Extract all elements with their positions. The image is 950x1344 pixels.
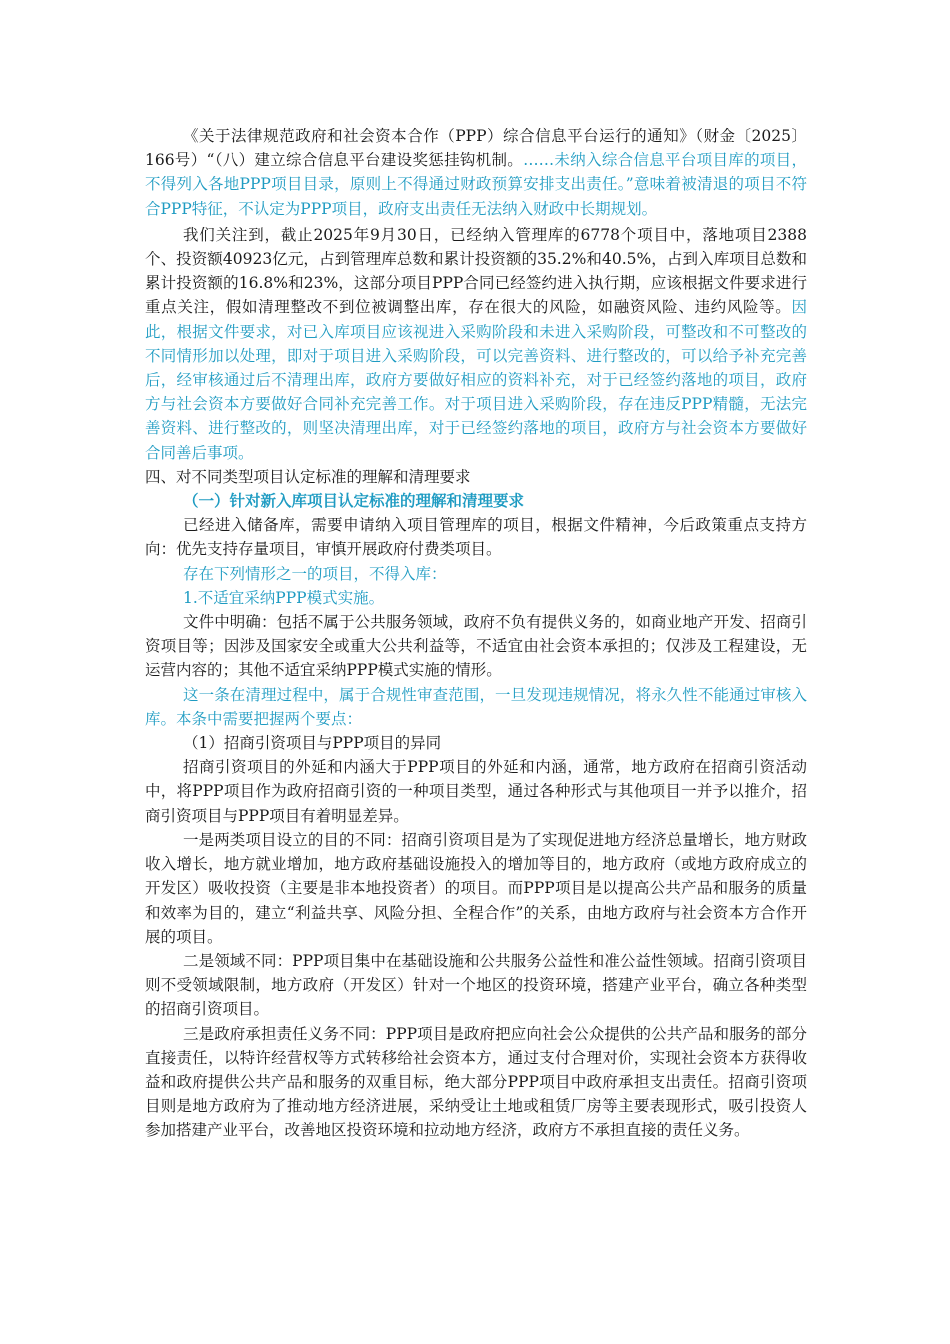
paragraph-compliance-review: 这一条在清理过程中，属于合规性审查范围，一旦发现违规情况，将永久性不能通过审核入库。本条中需要把握两个要点：: [145, 685, 807, 728]
paragraph-statistics-text: 我们关注到，截止2025年9月30日，已经纳入管理库的6778个项目中，落地项目2388个、投资额40923亿元，占到管理库总数和累计投资额的35.2%和40.5%，占到入库项目总数和累计投资额的16.8%和23%，这部分项目PPP合同已经签约进入执行期，应该根据文件要求进行重点关注，假如清理整改不到位被调整出库，存在很大的风险，如融资风险、违约风险等。: [145, 225, 807, 317]
paragraph-difference-responsibility: 三是政府承担责任义务不同：PPP项目是政府把应向社会公众提供的公共产品和服务的部分直接责任，以特许经营权等方式转移给社会资本方，通过支付合理对价，实现社会资本方获得收益和政府提供公共产品和服务的双重目标，绝大部分PPP项目中政府承担支出责任。招商引资项目则是地方政府为了推动地方经济进展，采纳受让土地或租赁厂房等主要表现形式，吸引投资人参加搭建产业平台，改善地区投资环境和拉动地方经济，政府方不承担直接的责任义务。: [145, 1024, 807, 1140]
paragraph-document-clarification: 文件中明确：包括不属于公共服务领域，政府不负有提供义务的，如商业地产开发、招商引资项目等；因涉及国家安全或重大公共利益等，不适宜由社会资本承担的；仅涉及工程建设，无运营内容的；其他不适宜采纳PPP模式实施的情形。: [145, 613, 807, 680]
list-item-1: 1.不适宜采纳PPP模式实施。: [183, 588, 385, 607]
paragraph-notice: [145, 124, 807, 221]
paragraph-notice-text: 《关于法律规范政府和社会资本合作（PPP）综合信息平台运行的通知》（财金〔2025〕166号）“（八）建立综合信息平台建设奖惩挂钩机制。: [145, 127, 807, 170]
sub-point-1: （1）招商引资项目与PPP项目的异同: [183, 734, 442, 753]
section-heading-4: 四、对不同类型项目认定标准的理解和清理要求: [145, 467, 471, 486]
document-body: [145, 124, 807, 1143]
subsection-heading-1: （一）针对新入库项目认定标准的理解和清理要求: [183, 491, 525, 511]
paragraph-notice-highlight: ……未纳入综合信息平台项目库的项目，不得列入各地PPP项目目录，原则上不得通过财政预算安排支出责任。”意味着被清退的项目不符合PPP特征，不认定为PPP项目，政府支出责任无法纳入财政中长期规划。: [145, 151, 807, 218]
paragraph-statistics: [145, 223, 807, 465]
paragraph-policy-direction: 已经进入储备库，需要申请纳入项目管理库的项目，根据文件精神，今后政策重点支持方向：优先支持存量项目，审慎开展政府付费类项目。: [145, 516, 807, 559]
paragraph-difference-field: 二是领域不同：PPP项目集中在基础设施和公共服务公益性和准公益性领域。招商引资项目则不受领域限制，地方政府（开发区）针对一个地区的投资环境，搭建产业平台，确立各种类型的招商引资项目。: [145, 951, 807, 1019]
paragraph-difference-purpose: 一是两类项目设立的目的不同：招商引资项目是为了实现促进地方经济总量增长，地方财政收入增长，地方就业增加，地方政府基础设施投入的增加等目的，地方政府（或地方政府成立的开发区）吸收投资（主要是非本地投资者）的项目。而PPP项目是以提高公共产品和服务的质量和效率为目的，建立“利益共享、风险分担、全程合作”的关系，由地方政府与社会资本方合作开展的项目。: [145, 830, 807, 946]
paragraph-investment-vs-ppp: 招商引资项目的外延和内涵大于PPP项目的外延和内涵，通常，地方政府在招商引资活动中，将PPP项目作为政府招商引资的一种项目类型，通过各种形式与其他项目一并予以推介，招商引资项目与PPP项目有着明显差异。: [145, 758, 807, 825]
paragraph-exclusion-intro: 存在下列情形之一的项目，不得入库：: [183, 564, 447, 583]
paragraph-statistics-highlight: 因此，根据文件要求，对已入库项目应该视进入采购阶段和未进入采购阶段，可整改和不可整改的不同情形加以处理，即对于项目进入采购阶段，可以完善资料、进行整改的，可以给予补充完善后，经审核通过后不清理出库，政府方要做好相应的资料补充，对于已经签约落地的项目，政府方与社会资本方要做好合同补充完善工作。对于项目进入采购阶段，存在违反PPP精髓，无法完善资料、进行整改的，则坚决清理出库，对于已经签约落地的项目，政府方与社会资本方要做好合同善后事项。: [145, 298, 807, 462]
